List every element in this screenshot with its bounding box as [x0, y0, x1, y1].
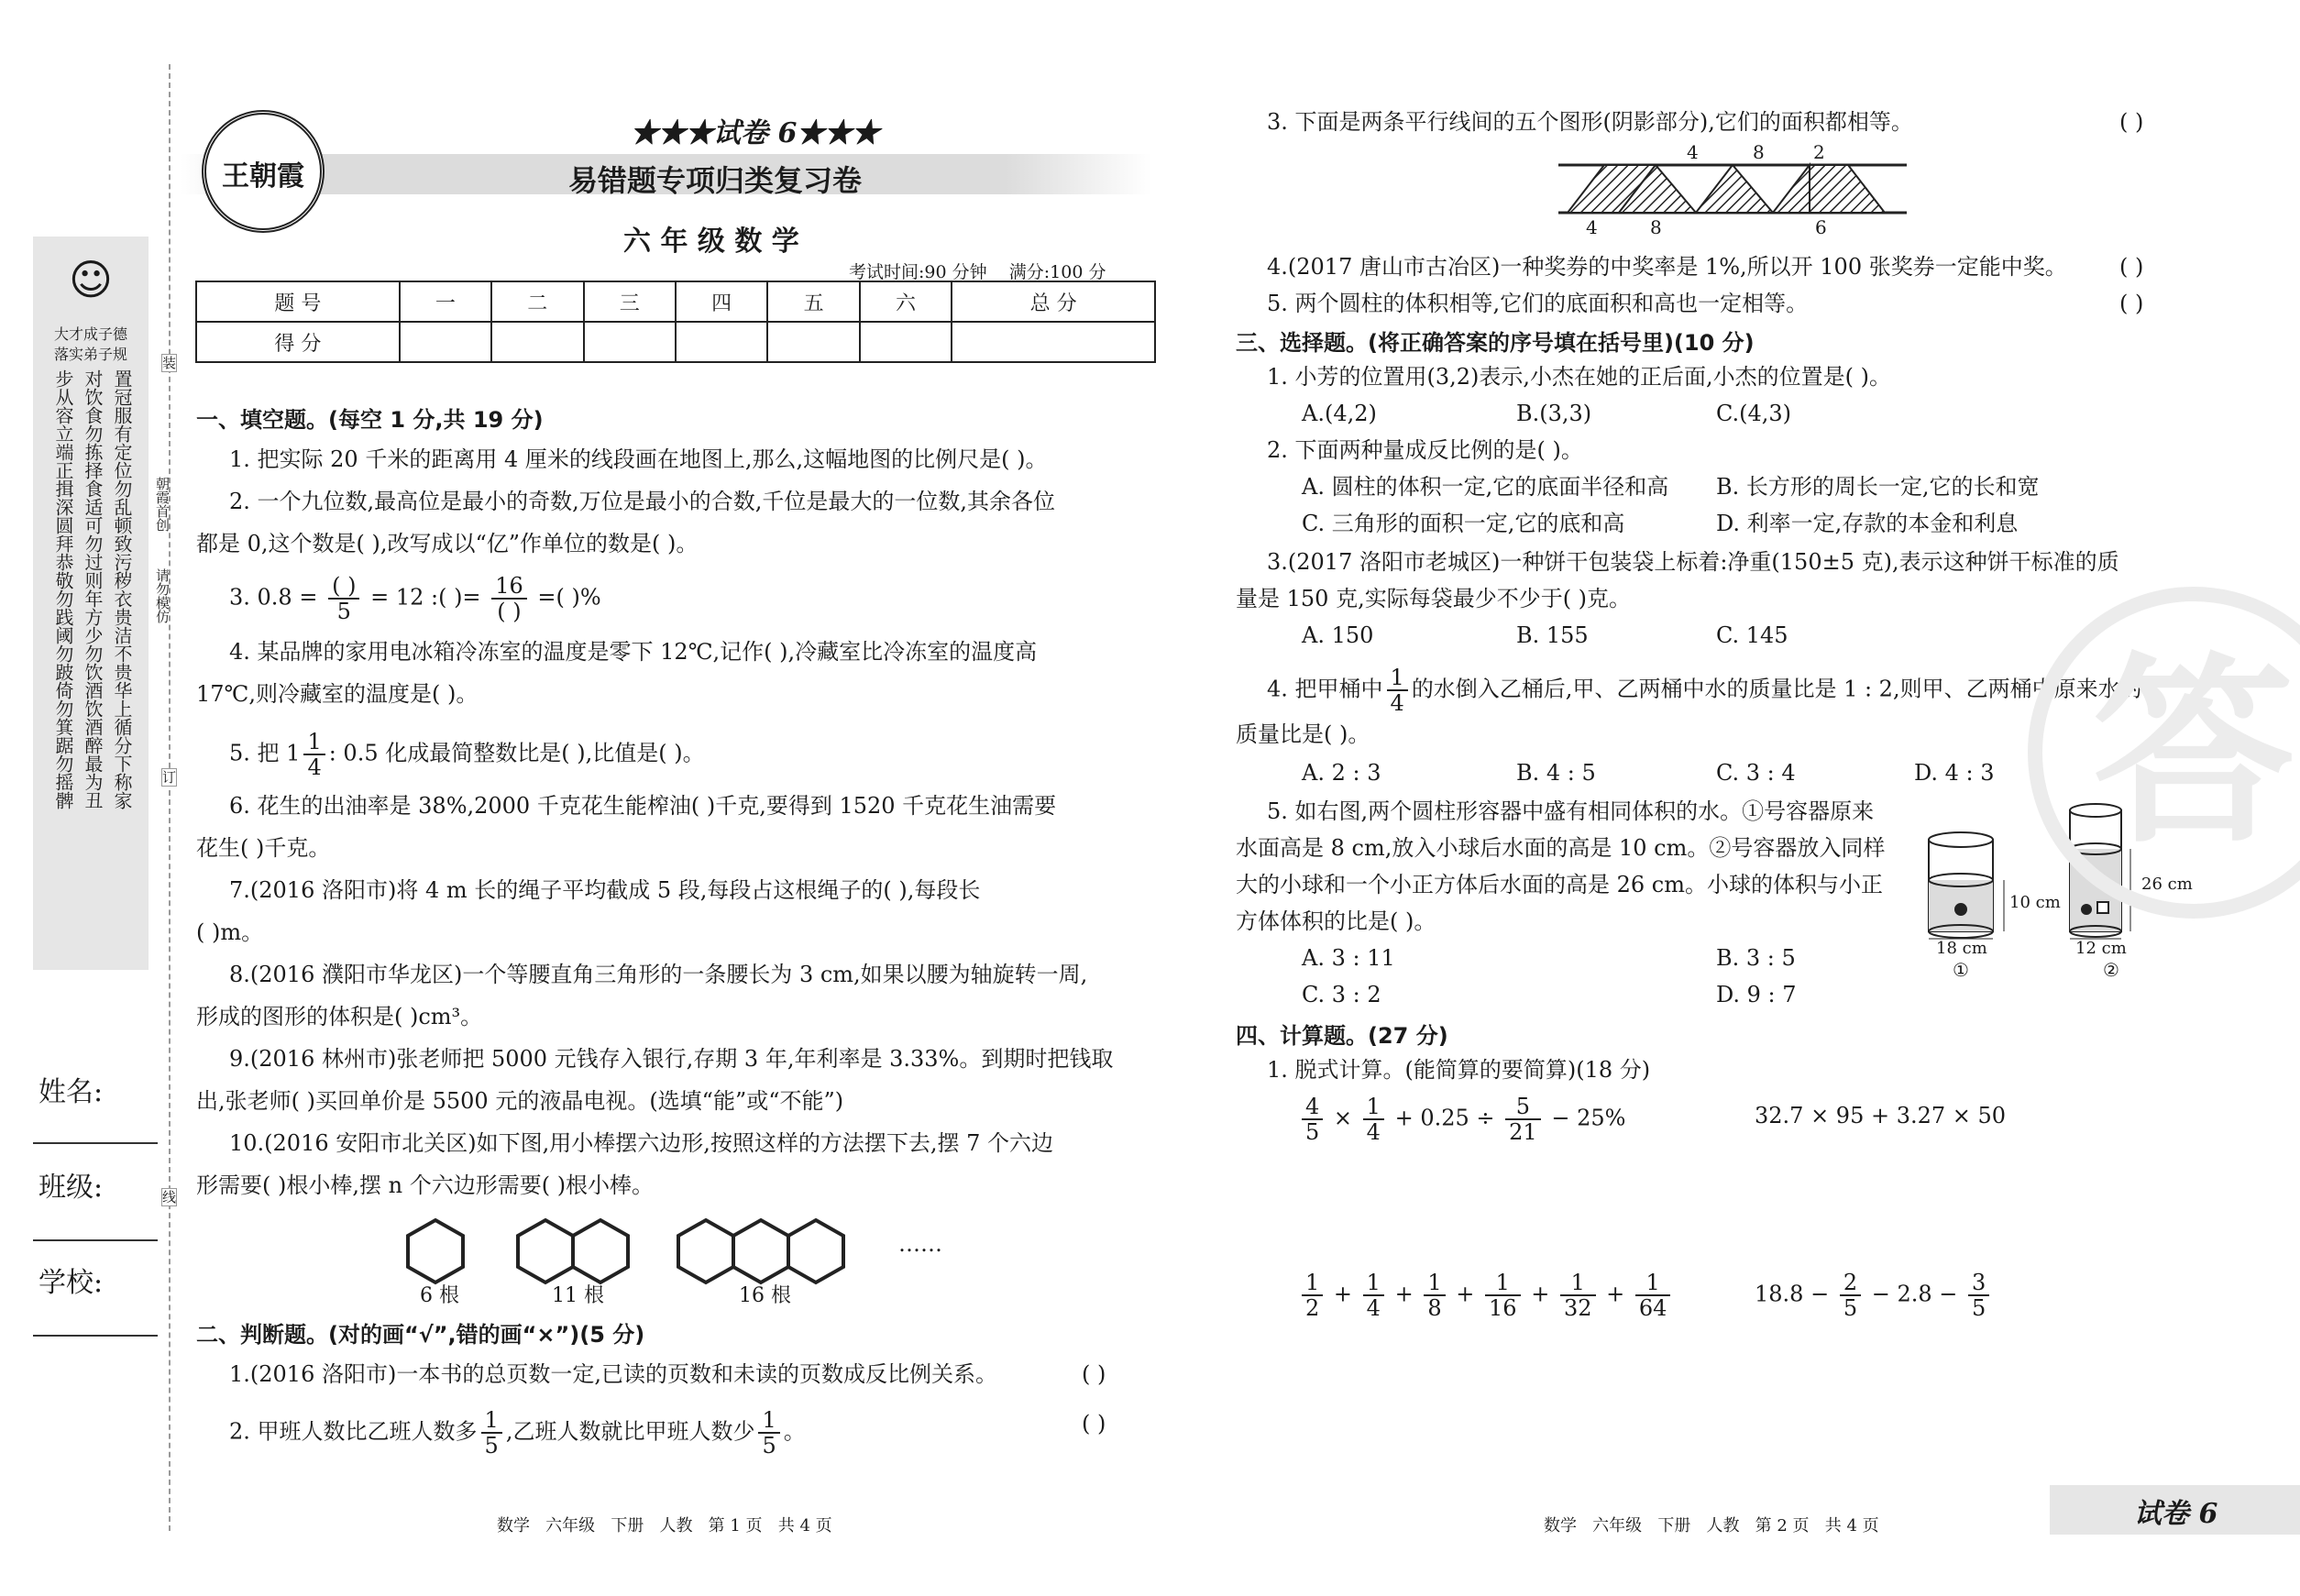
- paper-subtitle: 易错题专项归类复习卷: [568, 163, 863, 198]
- footer-left: 数学 六年级 下册 人教 第 1 页 共 4 页: [497, 1516, 832, 1535]
- cut-mark-3: 线: [162, 1189, 177, 1205]
- score-table: [195, 281, 1156, 363]
- score-header-cell: 题 号: [196, 281, 400, 322]
- hexagon-1: [408, 1220, 463, 1282]
- shape-triangle-3: [1773, 165, 1810, 213]
- fraction: $\frac{2}{5}$: [1840, 1271, 1861, 1320]
- calc-expression-2: 32.7 × 95 + 3.27 × 50: [1755, 1103, 2007, 1128]
- s3-q1-option-b[interactable]: B.(3,3): [1516, 401, 1592, 426]
- score-cell[interactable]: [767, 322, 859, 362]
- s3-q4-option-a[interactable]: A. 2 : 3: [1302, 760, 1381, 786]
- class-field[interactable]: [33, 1239, 158, 1241]
- s2-q4-answer[interactable]: ( ): [2119, 254, 2144, 280]
- hexagon-3a: [678, 1220, 733, 1282]
- section-4-heading: 四、计算题。(27 分): [1236, 1023, 1448, 1049]
- s3-q3-line2: 量是 150 克,实际每袋最少不少于( )克。: [1236, 586, 1632, 611]
- watermark-seal: 答: [2028, 587, 2300, 919]
- score-cell[interactable]: [952, 322, 1155, 362]
- fraction: $\frac{1}{32}$: [1560, 1271, 1596, 1320]
- s3-q5-option-c[interactable]: C. 3 : 2: [1302, 982, 1381, 1007]
- s2-q3-answer[interactable]: ( ): [2119, 109, 2144, 135]
- score-table-header-row: [196, 281, 1155, 322]
- fraction: $\frac{5}{21}$: [1505, 1095, 1541, 1144]
- s1-q2-line1: 2. 一个九位数,最高位是最小的奇数,万位是最小的合数,千位是最大的一位数,其余各位: [229, 489, 1056, 514]
- scholar-figure-icon: ☺: [69, 255, 113, 304]
- s3-q5-line4: 方体体积的比是( )。: [1236, 908, 1436, 934]
- s3-q5-line1: 5. 如右图,两个圆柱形容器中盛有相同体积的水。①号容器原来: [1267, 798, 1875, 824]
- s2-q3: 3. 下面是两条平行线间的五个图形(阴影部分),它们的面积都相等。: [1267, 109, 1913, 135]
- s2-q5: 5. 两个圆柱的体积相等,它们的底面积和高也一定相等。: [1267, 291, 1809, 316]
- shape-trapezoid: [1810, 165, 1885, 213]
- s1-q4-line2: 17℃,则冷藏室的温度是( )。: [196, 681, 479, 707]
- name-field[interactable]: [33, 1142, 158, 1144]
- s1-q10-line2: 形需要( )根小棒,摆 n 个六边形需要( )根小棒。: [196, 1172, 655, 1198]
- binding-dashed-line: [169, 64, 171, 1531]
- s1-q4-line1: 4. 某品牌的家用电冰箱冷冻室的温度是零下 12℃,记作( ),冷藏室比冷冻室的温度高: [229, 639, 1038, 665]
- score-header-cell: 一: [400, 281, 491, 322]
- s3-q4-line2: 质量比是( )。: [1236, 721, 1370, 747]
- fig-bottom-num-2: 8: [1650, 216, 1662, 238]
- s3-q1-option-c[interactable]: C.(4,3): [1716, 401, 1792, 426]
- hexagon-label-3: 16 根: [739, 1284, 791, 1307]
- shape-triangle-2: [1696, 165, 1773, 213]
- fig-bottom-num-3: 6: [1815, 216, 1827, 238]
- page-corner-tab: [2050, 1485, 2300, 1535]
- s1-q3-part-a: 3. 0.8 =: [229, 584, 318, 611]
- score-header-cell: 二: [491, 281, 583, 322]
- score-header-cell: 五: [767, 281, 859, 322]
- s3-q1: 1. 小芳的位置用(3,2)表示,小杰在她的正后面,小杰的位置是( )。: [1267, 364, 1892, 390]
- s3-q2-option-c[interactable]: C. 三角形的面积一定,它的底和高: [1302, 511, 1625, 536]
- score-header-cell: 四: [676, 281, 767, 322]
- school-field[interactable]: [33, 1335, 158, 1337]
- brand-logo-text: 王朝霞: [222, 160, 304, 193]
- s1-q7-line1: 7.(2016 洛阳市)将 4 m 长的绳子平均截成 5 段,每段占这根绳子的( ),每段长: [229, 877, 981, 903]
- cylinder-1-height-label: 10 cm: [2009, 893, 2061, 912]
- fraction: $\frac{1}{64}$: [1635, 1271, 1671, 1320]
- s1-q5: 5. 把 1 $\frac{1}{4}$ : 0.5 化成最简整数比是( ),比值是( )。: [229, 729, 705, 780]
- s1-q9-line1: 9.(2016 林州市)张老师把 5000 元钱存入银行,存期 3 年,年利率是 3.33%。到期时把钱取: [229, 1046, 1114, 1072]
- s2-q4: 4.(2017 唐山市古冶区)一种奖券的中奖率是 1%,所以开 100 张奖券一定能中奖。: [1267, 254, 2067, 280]
- fraction: $\frac{1}{16}$: [1485, 1271, 1521, 1320]
- score-cell[interactable]: [860, 322, 952, 362]
- s1-q8-line1: 8.(2016 濮阳市华龙区)一个等腰直角三角形的一条腰长为 3 cm,如果以腰为轴旋转一周,: [229, 962, 1088, 987]
- seal-label-2: 请勿模仿: [154, 568, 171, 623]
- hexagon-2a: [518, 1220, 573, 1282]
- s4-q1: 1. 脱式计算。(能简算的要简算)(18 分): [1267, 1057, 1651, 1083]
- s3-q3-option-b[interactable]: B. 155: [1516, 622, 1589, 648]
- fraction: $\frac{1}{2}$: [1302, 1271, 1323, 1320]
- s3-q5-option-b[interactable]: B. 3 : 5: [1716, 945, 1796, 971]
- score-cell[interactable]: [584, 322, 676, 362]
- exam-info: 考试时间:90 分钟 满分:100 分: [849, 262, 1106, 282]
- hexagon-3b: [733, 1220, 788, 1282]
- cylinder-1-number: ①: [1953, 959, 1969, 981]
- fraction: $\frac{3}{5}$: [1968, 1271, 1989, 1320]
- s3-q4-line1: 4. 把甲桶中 $\frac{1}{4}$ 的水倒入乙桶后,甲、乙两桶中水的质量比是 1 : 2,则甲、乙两桶中原来水的: [1267, 665, 2142, 716]
- fraction: $\frac{1}{4}$: [303, 730, 325, 779]
- s3-q5-option-d[interactable]: D. 9 : 7: [1716, 982, 1797, 1007]
- s2-q1: 1.(2016 洛阳市)一本书的总页数一定,已读的页数和未读的页数成反比例关系。: [229, 1361, 997, 1387]
- s1-q3-part-c: =( )%: [537, 584, 601, 611]
- hexagon-2b: [573, 1220, 628, 1282]
- motto-top-1: 大才成子德: [53, 325, 127, 343]
- fraction: $\frac{4}{5}$: [1302, 1095, 1323, 1144]
- s1-q3: [229, 574, 601, 623]
- school-label: 学校:: [39, 1267, 104, 1299]
- footer-right: 数学 六年级 下册 人教 第 2 页 共 4 页: [1544, 1516, 1879, 1535]
- score-header-cell: 总 分: [952, 281, 1155, 322]
- s3-q1-option-a[interactable]: A.(4,2): [1302, 401, 1377, 426]
- score-cell[interactable]: [491, 322, 583, 362]
- fig-top-num-2: 8: [1753, 141, 1765, 163]
- cylinder-1-diameter-label: 18 cm: [1936, 939, 1987, 958]
- s3-q3-option-c[interactable]: C. 145: [1716, 622, 1788, 648]
- s3-q4-option-b[interactable]: B. 4 : 5: [1516, 760, 1596, 786]
- section-1-heading: 一、填空题。(每空 1 分,共 19 分): [196, 407, 544, 433]
- section-3-heading: 三、选择题。(将正确答案的序号填在括号里)(10 分): [1236, 330, 1755, 356]
- s3-q5-option-a[interactable]: A. 3 : 11: [1302, 945, 1395, 971]
- s1-q8-line2: 形成的图形的体积是( )cm³。: [196, 1004, 483, 1029]
- fraction: $\frac{1}{8}$: [1424, 1271, 1445, 1320]
- cut-mark-2: 订: [162, 769, 177, 786]
- page-corner-label: 试卷 6: [2134, 1498, 2218, 1530]
- hexagon-3c: [788, 1220, 843, 1282]
- motto-column-1: 步从容立端正揖深圆拜恭敬勿践阈勿跛倚勿箕踞勿摇髀: [52, 369, 74, 809]
- hexagon-label-1: 6 根: [420, 1284, 459, 1307]
- fraction: $\frac{( )}{5}$: [328, 574, 359, 623]
- class-label: 班级:: [39, 1172, 104, 1204]
- cylinder-1: [1929, 832, 1993, 938]
- motto-column-2: 对饮食勿拣择食适可勿过则年方少勿饮酒饮酒醉最为丑: [82, 369, 104, 809]
- fig-bottom-num-1: 4: [1586, 216, 1598, 238]
- score-cell[interactable]: [400, 322, 491, 362]
- s3-q2-option-a[interactable]: A. 圆柱的体积一定,它的底面半径和高: [1302, 474, 1669, 500]
- s1-q1: 1. 把实际 20 千米的距离用 4 厘米的线段画在地图上,那么,这幅地图的比例尺是( )。: [229, 446, 1048, 472]
- fraction: $\frac{1}{5}$: [758, 1408, 779, 1458]
- score-cell[interactable]: [676, 322, 767, 362]
- cylinder-2-diameter-label: 12 cm: [2075, 939, 2127, 958]
- cylinder-2-number: ②: [2103, 959, 2119, 981]
- hexagon-label-2: 11 根: [552, 1284, 604, 1307]
- s1-q2-line2: 都是 0,这个数是( ),改写成以“亿”作单位的数是( )。: [196, 531, 699, 556]
- fraction: $\frac{1}{4}$: [1387, 666, 1408, 715]
- s3-q2-option-d[interactable]: D. 利率一定,存款的本金和利息: [1716, 511, 2019, 536]
- s3-q3-line1: 3.(2017 洛阳市老城区)一种饼干包装袋上标着:净重(150±5 克),表示这种饼干标准的质: [1267, 549, 2119, 575]
- course-title: 六 年 级 数 学: [623, 226, 799, 258]
- name-label: 姓名:: [39, 1076, 104, 1108]
- s3-q5-line2: 水面高是 8 cm,放入小球后水面的高是 10 cm。②号容器放入同样: [1236, 835, 1886, 861]
- s2-q2: 2. 甲班人数比乙班人数多 $\frac{1}{5}$ ,乙班人数就比甲班人数少 $\frac{1}{5}$ 。: [229, 1407, 806, 1458]
- s3-q2: 2. 下面两种量成反比例的是( )。: [1267, 437, 1583, 463]
- s2-q5-answer[interactable]: ( ): [2119, 291, 2144, 316]
- score-header-cell: 三: [584, 281, 676, 322]
- motto-panel: [33, 237, 149, 970]
- brand-logo: [202, 110, 325, 233]
- section-2-heading: 二、判断题。(对的画“√”,错的画“×”)(5 分): [196, 1322, 645, 1348]
- s2-q2-answer[interactable]: ( ): [1082, 1411, 1106, 1436]
- hexagon-ellipsis: ……: [898, 1231, 942, 1257]
- s1-q7-line2: ( )m。: [196, 919, 264, 945]
- s1-q10-line1: 10.(2016 安阳市北关区)如下图,用小棒摆六边形,按照这样的方法摆下去,摆 7 个六边: [229, 1130, 1054, 1156]
- seal-label-1: 朝霞首创: [154, 477, 171, 532]
- s3-q3-option-a[interactable]: A. 150: [1302, 622, 1374, 648]
- hexagon-pattern-figure: [403, 1216, 880, 1289]
- calc-expression-4: 18.8 − $\frac{2}{5}$ − 2.8 − $\frac{3}{5}$: [1755, 1271, 1993, 1320]
- calc-expression-1: $\frac{4}{5}$ × $\frac{1}{4}$ + 0.25 ÷ $\frac{5}{21}$ − 25%: [1298, 1095, 1625, 1144]
- s3-q5-line3: 大的小球和一个小正方体后水面的高是 26 cm。小球的体积与小正: [1236, 872, 1883, 897]
- fraction: $\frac{1}{4}$: [1363, 1095, 1384, 1144]
- s3-q2-option-b[interactable]: B. 长方形的周长一定,它的长和宽: [1716, 474, 2040, 500]
- fig-top-num-1: 4: [1687, 141, 1699, 163]
- s3-q4-option-c[interactable]: C. 3 : 4: [1716, 760, 1796, 786]
- fraction: $\frac{1}{4}$: [1363, 1271, 1384, 1320]
- motto-column-3: 置冠服有定位勿乱顿致污秽衣贵洁不贵华上循分下称家: [111, 369, 133, 809]
- score-table-score-row: [196, 322, 1155, 362]
- fig-top-num-3: 2: [1813, 141, 1825, 163]
- score-header-cell: 六: [860, 281, 952, 322]
- s1-q6-line2: 花生( )千克。: [196, 835, 331, 861]
- cylinder-2-height-label: 26 cm: [2141, 875, 2193, 894]
- calc-expression-3: $\frac{1}{2}$ + $\frac{1}{4}$ + $\frac{1}{8}$ + $\frac{1}{16}$ + $\frac{1}{32}$ + $\frac{1}{64}$: [1298, 1271, 1674, 1320]
- fraction: $\frac{1}{5}$: [481, 1408, 502, 1458]
- fraction: $\frac{16}{( )}$: [491, 574, 527, 623]
- paper-number: ★★★试卷 6★★★: [631, 117, 880, 149]
- s3-q4-option-d[interactable]: D. 4 : 3: [1914, 760, 1995, 786]
- score-row-label: 得 分: [196, 322, 400, 362]
- s1-q9-line2: 出,张老师( )买回单价是 5500 元的液晶电视。(选填“能”或“不能”): [196, 1088, 844, 1114]
- cut-mark-1: 装: [162, 355, 177, 371]
- parallel-shapes-figure: [1558, 161, 1907, 216]
- s1-q6-line1: 6. 花生的出油率是 38%,2000 千克花生能榨油( )千克,要得到 1520 千克花生油需要: [229, 793, 1057, 819]
- motto-top-2: 落实弟子规: [53, 346, 127, 363]
- s1-q3-part-b: = 12 :( )=: [370, 584, 481, 611]
- s2-q1-answer[interactable]: ( ): [1082, 1361, 1106, 1387]
